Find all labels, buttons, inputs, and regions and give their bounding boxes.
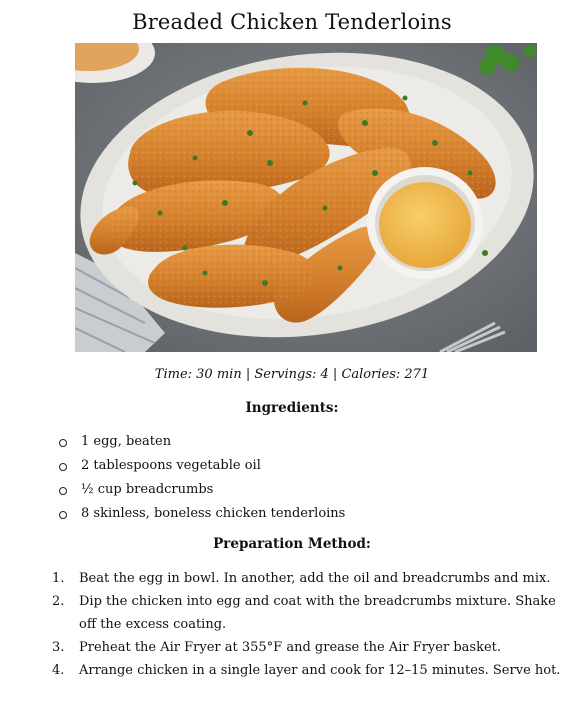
chicken-tenders-photo [75,43,537,352]
bullet-icon [59,511,67,519]
recipe-photo [75,43,537,352]
recipe-meta: Time: 30 min | Servings: 4 | Calories: 271 [154,367,430,382]
ingredients-list [58,433,345,529]
step-item: 3. Preheat the Air Fryer at 355°F and grease the Air Fryer basket. [52,640,501,655]
bullet-icon [59,487,67,495]
method-heading: Preparation Method: [213,536,371,552]
step-item: 4. Arrange chicken in a single layer and cook for 12–15 minutes. Serve hot. [52,663,561,678]
list-item: 8 skinless, boneless chicken tenderloins [58,505,345,529]
bullet-icon [59,439,67,447]
step-item: 2. Dip the chicken into egg and coat with the breadcrumbs mixture. Shake off the excess coating. [52,594,556,632]
list-item: ½ cup breadcrumbs [58,481,345,505]
step-item: 1. Beat the egg in bowl. In another, add the oil and breadcrumbs and mix. [52,571,551,586]
recipe-title: Breaded Chicken Tenderloins [132,10,452,34]
bullet-icon [59,463,67,471]
list-item: 2 tablespoons vegetable oil [58,457,345,481]
list-item: 1 egg, beaten [58,433,345,457]
steps-list [52,567,576,682]
ingredients-heading: Ingredients: [245,400,339,416]
